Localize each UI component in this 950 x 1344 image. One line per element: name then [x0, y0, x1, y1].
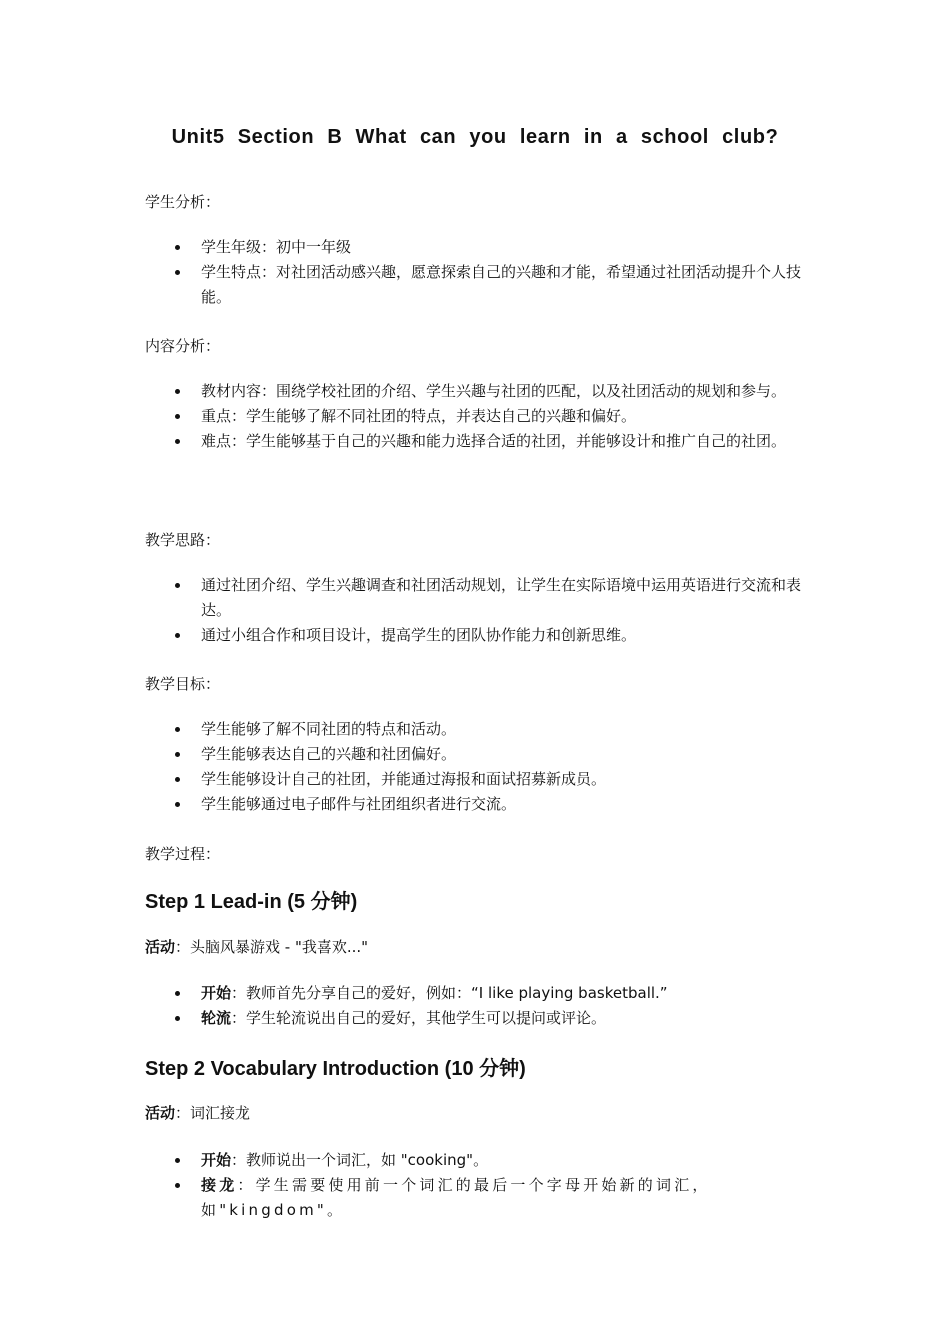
student-analysis-label: 学生分析：	[145, 193, 221, 211]
list-item	[145, 1006, 807, 1031]
list-item: 学生能够了解不同社团的特点和活动。	[145, 717, 807, 742]
step1-heading	[145, 885, 357, 914]
step1-activity-text: ：头脑风暴游戏 - "我喜欢..."	[175, 938, 369, 956]
list-item: 学生能够表达自己的兴趣和社团偏好。	[145, 742, 807, 767]
step2-item-label: 接龙	[201, 1176, 238, 1194]
teaching-goals-list	[145, 717, 807, 817]
list-item: 难点：学生能够基于自己的兴趣和能力选择合适的社团，并能够设计和推广自己的社团。	[145, 429, 807, 454]
step1-heading-cn: 分钟	[310, 889, 351, 913]
step2-activity-label: 活动	[145, 1104, 176, 1122]
step2-item-text: ：学生需要使用前一个词汇的最后一个字母开始新的词汇，如"kingdom"。	[201, 1176, 711, 1219]
list-item: 教材内容：围绕学校社团的介绍、学生兴趣与社团的匹配，以及社团活动的规划和参与。	[145, 379, 807, 404]
step1-list	[145, 981, 807, 1031]
list-item	[145, 1148, 807, 1173]
list-item: 学生能够设计自己的社团，并能通过海报和面试招募新成员。	[145, 767, 807, 792]
list-item: 学生年级：初中一年级	[145, 235, 807, 260]
step2-activity	[145, 1102, 250, 1123]
teaching-ideas-list	[145, 573, 807, 648]
step1-activity	[145, 936, 368, 957]
step1-item-label: 轮流	[201, 1009, 232, 1027]
list-item: 学生特点：对社团活动感兴趣，愿意探索自己的兴趣和才能，希望通过社团活动提升个人技能。	[145, 260, 807, 310]
list-item: 通过小组合作和项目设计，提高学生的团队协作能力和创新思维。	[145, 623, 807, 648]
step2-heading	[145, 1052, 526, 1081]
list-item: 学生能够通过电子邮件与社团组织者进行交流。	[145, 792, 807, 817]
step2-list	[145, 1148, 807, 1223]
step2-item-text: ：教师说出一个词汇，如 "cooking"。	[231, 1151, 489, 1169]
step2-heading-cn: 分钟	[479, 1056, 520, 1080]
step1-item-text: ：学生轮流说出自己的爱好，其他学生可以提问或评论。	[231, 1009, 607, 1027]
step2-heading-en: Step 2 Vocabulary Introduction (10	[145, 1058, 480, 1080]
step1-item-text: ：教师首先分享自己的爱好，例如：“I like playing basketball.”	[231, 984, 668, 1002]
step2-item-label: 开始	[201, 1151, 232, 1169]
step2-heading-close: )	[519, 1058, 526, 1080]
teaching-goals-label: 教学目标：	[145, 675, 221, 693]
list-item: 通过社团介绍、学生兴趣调查和社团活动规划，让学生在实际语境中运用英语进行交流和表达。	[145, 573, 807, 623]
teaching-process-label: 教学过程：	[145, 845, 221, 863]
step1-item-label: 开始	[201, 984, 232, 1002]
step2-activity-text: ：词汇接龙	[175, 1104, 251, 1122]
content-analysis-label: 内容分析：	[145, 337, 221, 355]
step1-activity-label: 活动	[145, 938, 176, 956]
student-analysis-list	[145, 235, 807, 310]
list-item	[145, 981, 807, 1006]
content-analysis-list	[145, 379, 807, 454]
list-item	[145, 1173, 807, 1223]
step1-heading-close: )	[350, 891, 358, 913]
teaching-ideas-label: 教学思路：	[145, 531, 221, 549]
step1-heading-en: Step 1 Lead-in (5	[145, 891, 311, 913]
list-item: 重点：学生能够了解不同社团的特点，并表达自己的兴趣和偏好。	[145, 404, 807, 429]
document-title: Unit5 Section B What can you learn in a school club?	[171, 126, 779, 148]
